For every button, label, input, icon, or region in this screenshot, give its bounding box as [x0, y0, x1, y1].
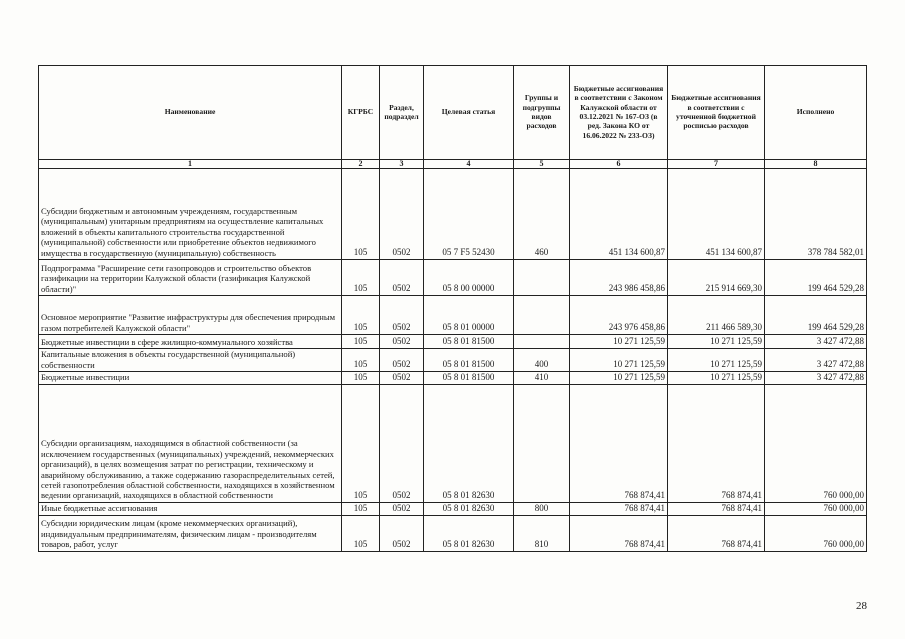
row-kgrbs: 105 — [342, 296, 380, 335]
table-row — [39, 296, 867, 335]
row-executed: 378 784 582,01 — [765, 169, 867, 260]
table-row — [39, 349, 867, 372]
row-refined-allocation: 768 874,41 — [668, 515, 765, 551]
header-kgrbs: КГРБС — [342, 66, 380, 160]
row-refined-allocation: 451 134 600,87 — [668, 169, 765, 260]
row-section: 0502 — [380, 384, 424, 502]
row-law-allocation: 243 976 458,86 — [570, 296, 668, 335]
row-name: Субсидии юридическим лицам (кроме некоммерческих организаций), индивидуальным предпринимателям, физическим лицам - производителям товаров, работ, услуг — [39, 515, 342, 551]
row-kgrbs: 105 — [342, 515, 380, 551]
row-law-allocation: 768 874,41 — [570, 384, 668, 502]
row-section: 0502 — [380, 349, 424, 372]
row-law-allocation: 10 271 125,59 — [570, 372, 668, 385]
row-section: 0502 — [380, 296, 424, 335]
page-number: 28 — [856, 600, 867, 612]
row-refined-allocation: 215 914 669,30 — [668, 260, 765, 296]
row-group: 410 — [514, 372, 570, 385]
row-kgrbs: 105 — [342, 384, 380, 502]
row-section: 0502 — [380, 335, 424, 349]
table-row — [39, 515, 867, 551]
row-target: 05 8 01 82630 — [424, 502, 514, 515]
header-groups: Группы и подгруппы видов расходов — [514, 66, 570, 160]
row-law-allocation: 10 271 125,59 — [570, 349, 668, 372]
row-kgrbs: 105 — [342, 169, 380, 260]
row-name: Субсидии бюджетным и автономным учреждениям, государственным (муниципальным) унитарным предприятиям на осуществление капитальных вложений в объекты капитального строительства государственной (муниципальной) собственности или приобретение объектов недвижимого имущества в государственную (муниципальную) собственность — [39, 169, 342, 260]
row-executed: 199 464 529,28 — [765, 296, 867, 335]
row-group: 460 — [514, 169, 570, 260]
row-name: Бюджетные инвестиции — [39, 372, 342, 385]
row-kgrbs: 105 — [342, 372, 380, 385]
row-target: 05 8 01 81500 — [424, 349, 514, 372]
header-name: Наименование — [39, 66, 342, 160]
header-row — [39, 66, 867, 160]
row-executed: 199 464 529,28 — [765, 260, 867, 296]
row-name: Подпрограмма "Расширение сети газопроводов и строительство объектов газификации на территории Калужской области (газификация Калужской области)" — [39, 260, 342, 296]
row-group — [514, 335, 570, 349]
row-law-allocation: 10 271 125,59 — [570, 335, 668, 349]
row-target: 05 8 01 81500 — [424, 372, 514, 385]
column-number: 3 — [380, 160, 424, 169]
row-refined-allocation: 768 874,41 — [668, 502, 765, 515]
row-refined-allocation: 10 271 125,59 — [668, 335, 765, 349]
row-name: Капитальные вложения в объекты государственной (муниципальной) собственности — [39, 349, 342, 372]
column-number-row — [39, 160, 867, 169]
row-section: 0502 — [380, 372, 424, 385]
column-number: 1 — [39, 160, 342, 169]
table-row — [39, 384, 867, 502]
table-row — [39, 372, 867, 385]
table-row — [39, 502, 867, 515]
row-executed: 3 427 472,88 — [765, 349, 867, 372]
row-target: 05 8 00 00000 — [424, 260, 514, 296]
row-group: 800 — [514, 502, 570, 515]
row-kgrbs: 105 — [342, 260, 380, 296]
row-group: 810 — [514, 515, 570, 551]
row-group — [514, 260, 570, 296]
column-number: 4 — [424, 160, 514, 169]
row-target: 05 8 01 00000 — [424, 296, 514, 335]
row-refined-allocation: 10 271 125,59 — [668, 349, 765, 372]
column-number: 2 — [342, 160, 380, 169]
row-refined-allocation: 768 874,41 — [668, 384, 765, 502]
row-executed: 760 000,00 — [765, 384, 867, 502]
header-section: Раздел, подраздел — [380, 66, 424, 160]
row-kgrbs: 105 — [342, 502, 380, 515]
row-kgrbs: 105 — [342, 335, 380, 349]
table-row — [39, 335, 867, 349]
row-group: 400 — [514, 349, 570, 372]
header-law-allocations: Бюджетные ассигнования в соответствии с Законом Калужской области от 03.12.2021 № 167-ОЗ (в ред. Закона КО от 16.06.2022 № 233-ОЗ) — [570, 66, 668, 160]
header-executed: Исполнено — [765, 66, 867, 160]
row-executed: 3 427 472,88 — [765, 335, 867, 349]
row-target: 05 8 01 82630 — [424, 384, 514, 502]
budget-table — [38, 65, 867, 552]
row-executed: 760 000,00 — [765, 502, 867, 515]
row-name: Иные бюджетные ассигнования — [39, 502, 342, 515]
column-number: 8 — [765, 160, 867, 169]
row-target: 05 8 01 81500 — [424, 335, 514, 349]
row-refined-allocation: 211 466 589,30 — [668, 296, 765, 335]
header-refined-allocations: Бюджетные ассигнования в соответствии с уточненной бюджетной росписью расходов — [668, 66, 765, 160]
row-section: 0502 — [380, 260, 424, 296]
column-number: 7 — [668, 160, 765, 169]
table-row — [39, 169, 867, 260]
row-name: Бюджетные инвестиции в сфере жилищно-коммунального хозяйства — [39, 335, 342, 349]
row-executed: 760 000,00 — [765, 515, 867, 551]
column-number: 5 — [514, 160, 570, 169]
row-group — [514, 384, 570, 502]
row-law-allocation: 451 134 600,87 — [570, 169, 668, 260]
row-kgrbs: 105 — [342, 349, 380, 372]
row-target: 05 7 F5 52430 — [424, 169, 514, 260]
row-law-allocation: 768 874,41 — [570, 515, 668, 551]
row-section: 0502 — [380, 515, 424, 551]
header-target: Целевая статья — [424, 66, 514, 160]
row-law-allocation: 243 986 458,86 — [570, 260, 668, 296]
row-name: Основное мероприятие "Развитие инфраструктуры для обеспечения природным газом потребителей Калужской области" — [39, 296, 342, 335]
row-name: Субсидии организациям, находящимся в областной собственности (за исключением государственных (муниципальных) учреждений, некоммерческих организаций), в целях возмещения затрат по регистрации, техническому и аварийному обслуживанию, а также содержанию газораспределительных сетей, сетей газопотребления областной собственности, находящихся в хозяйственном ведении организаций, находящихся в областной собственности — [39, 384, 342, 502]
table-row — [39, 260, 867, 296]
row-section: 0502 — [380, 502, 424, 515]
row-refined-allocation: 10 271 125,59 — [668, 372, 765, 385]
row-section: 0502 — [380, 169, 424, 260]
row-law-allocation: 768 874,41 — [570, 502, 668, 515]
column-number: 6 — [570, 160, 668, 169]
row-group — [514, 296, 570, 335]
row-executed: 3 427 472,88 — [765, 372, 867, 385]
row-target: 05 8 01 82630 — [424, 515, 514, 551]
table-body — [39, 169, 867, 552]
